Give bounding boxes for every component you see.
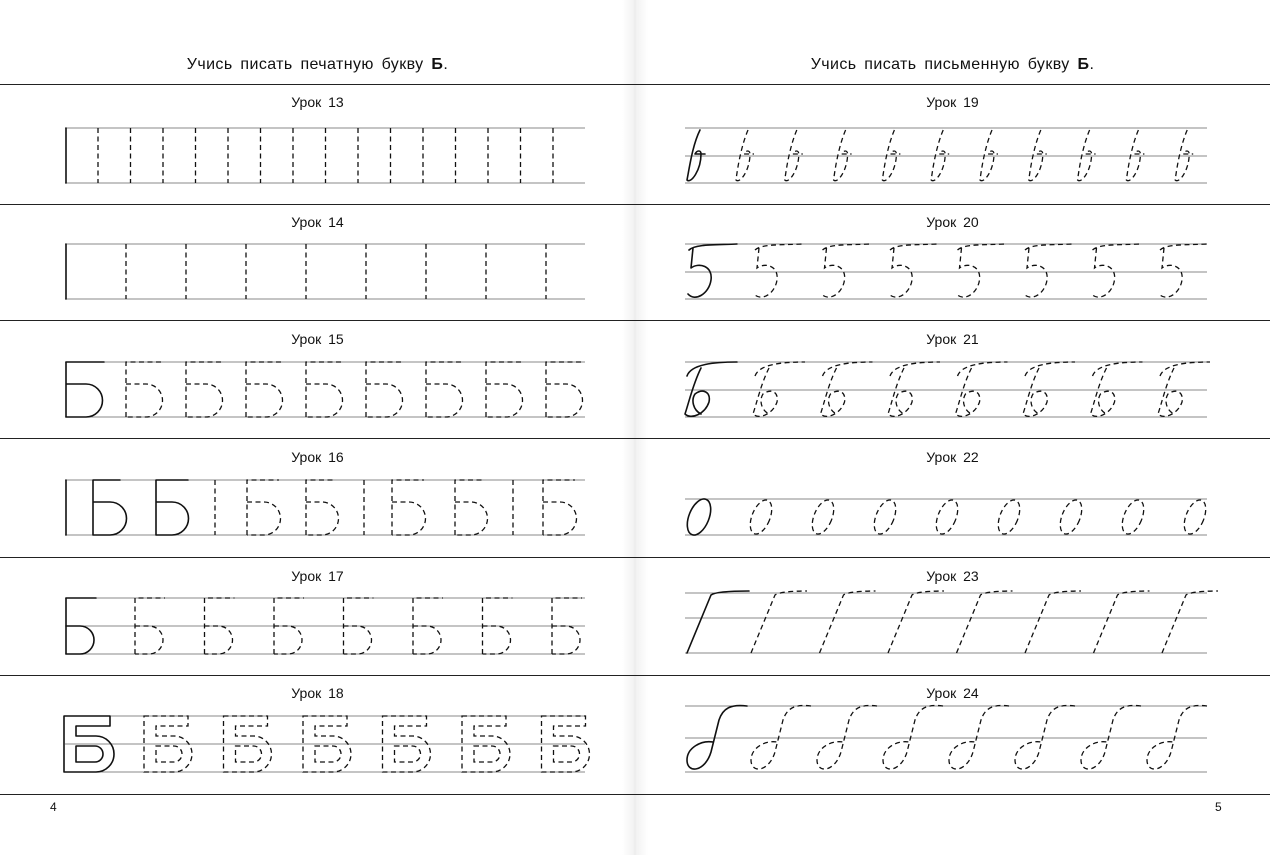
dashed-letter-b — [126, 362, 164, 417]
lesson-23-exercise — [635, 585, 1270, 660]
dashed-cursive-b — [956, 362, 1008, 416]
lesson-title-23: Урок 23 — [926, 568, 979, 584]
dashed-cursive-b — [754, 244, 803, 297]
dashed-slant-stroke — [1094, 591, 1150, 653]
lesson-18-exercise — [0, 708, 635, 780]
dashed-slant-stroke — [1025, 591, 1081, 653]
dashed-cursive-b — [931, 130, 949, 181]
dashed-oval — [746, 497, 776, 537]
divider — [0, 320, 635, 321]
dashed-oval — [994, 497, 1024, 537]
dashed-cursive-b — [753, 362, 805, 416]
dashed-cursive-b — [817, 706, 877, 770]
dashed-letter-b — [366, 362, 404, 417]
dashed-cursive-b — [882, 130, 900, 181]
lesson-title-14: Урок 14 — [291, 214, 344, 230]
dashed-oval — [1118, 497, 1148, 537]
dashed-cursive-b — [1092, 244, 1141, 297]
divider — [635, 675, 1270, 676]
dashed-cursive-b — [1091, 362, 1143, 416]
lesson-24-exercise — [635, 700, 1270, 775]
dashed-letter-b — [455, 480, 488, 535]
title-letter: Б — [1077, 56, 1090, 73]
lesson-title-15: Урок 15 — [291, 331, 344, 347]
divider — [635, 557, 1270, 558]
dashed-cursive-b — [822, 244, 871, 297]
dashed-cursive-b — [1078, 130, 1096, 181]
dashed-cursive-b — [751, 706, 811, 770]
dashed-letter-b — [546, 362, 584, 417]
dashed-cursive-b — [1175, 130, 1193, 181]
title-letter: Б — [431, 56, 444, 73]
dashed-cursive-b — [1159, 244, 1208, 297]
lesson-17-exercise — [0, 590, 635, 662]
dashed-slant-stroke — [820, 591, 876, 653]
dashed-letter-b — [247, 480, 281, 535]
dashed-cursive-b — [888, 362, 940, 416]
page-number: 5 — [1215, 800, 1222, 814]
divider — [0, 675, 635, 676]
dashed-cursive-b — [736, 130, 754, 181]
dashed-cursive-b — [1023, 362, 1075, 416]
lesson-title-22: Урок 22 — [926, 449, 979, 465]
dashed-letter-b — [392, 480, 426, 535]
dashed-oval — [808, 497, 838, 537]
divider — [635, 438, 1270, 439]
right-page-title: Учись писать письменную букву Б. — [810, 56, 1095, 73]
dashed-oval — [870, 497, 900, 537]
lesson-title-19: Урок 19 — [926, 94, 979, 110]
dashed-letter-b — [306, 362, 344, 417]
divider — [635, 320, 1270, 321]
divider — [635, 794, 1270, 795]
dashed-letter-b — [186, 362, 224, 417]
dashed-cursive-b — [1015, 706, 1075, 770]
lesson-15-exercise — [0, 354, 635, 424]
lesson-21-exercise — [635, 354, 1270, 424]
page-number: 4 — [50, 800, 57, 814]
lesson-title-21: Урок 21 — [926, 331, 979, 347]
lesson-14-exercise — [0, 236, 635, 306]
dashed-cursive-b — [889, 244, 938, 297]
dashed-cursive-b — [1024, 244, 1073, 297]
left-page-title: Учись писать печатную букву Б. — [186, 56, 449, 73]
lesson-20-exercise — [635, 236, 1270, 306]
lesson-title-16: Урок 16 — [291, 449, 344, 465]
lesson-title-20: Урок 20 — [926, 214, 979, 230]
dashed-slant-stroke — [1162, 591, 1218, 653]
divider — [0, 84, 635, 85]
lesson-title-17: Урок 17 — [291, 568, 344, 584]
dashed-cursive-b — [1029, 130, 1047, 181]
divider — [635, 204, 1270, 205]
lesson-22-exercise — [635, 472, 1270, 542]
dashed-oval — [1056, 497, 1086, 537]
divider — [0, 438, 635, 439]
dashed-slant-stroke — [957, 591, 1013, 653]
divider — [0, 794, 635, 795]
lesson-16-exercise — [0, 472, 635, 542]
dashed-slant-stroke — [751, 591, 807, 653]
lesson-title-24: Урок 24 — [926, 685, 979, 701]
dashed-cursive-b — [1126, 130, 1144, 181]
dashed-letter-b — [486, 362, 524, 417]
dashed-cursive-b — [1158, 362, 1210, 416]
dashed-letter-b — [426, 362, 464, 417]
lesson-19-exercise — [635, 120, 1270, 190]
right-page — [635, 0, 1270, 855]
dashed-oval — [1180, 497, 1210, 537]
dashed-cursive-b — [957, 244, 1006, 297]
dashed-cursive-b — [1147, 706, 1207, 770]
dashed-letter-b — [543, 480, 577, 535]
dashed-oval — [932, 497, 962, 537]
divider — [0, 557, 635, 558]
dashed-cursive-b — [949, 706, 1009, 770]
book-gutter — [622, 0, 648, 855]
lesson-title-18: Урок 18 — [291, 685, 344, 701]
lesson-13-exercise — [0, 120, 635, 190]
dashed-cursive-b — [883, 706, 943, 770]
dashed-letter-b — [306, 480, 339, 535]
divider — [0, 204, 635, 205]
dashed-cursive-b — [980, 130, 998, 181]
dashed-slant-stroke — [888, 591, 944, 653]
dashed-cursive-b — [821, 362, 873, 416]
dashed-cursive-b — [1081, 706, 1141, 770]
dashed-letter-b — [246, 362, 284, 417]
divider — [635, 84, 1270, 85]
lesson-title-13: Урок 13 — [291, 94, 344, 110]
dashed-cursive-b — [785, 130, 803, 181]
dashed-cursive-b — [834, 130, 852, 181]
